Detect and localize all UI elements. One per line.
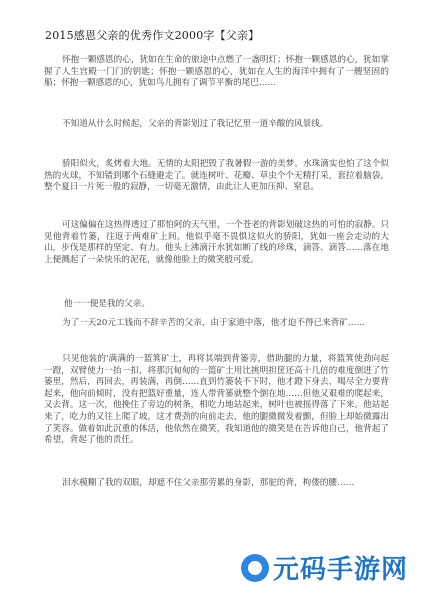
paragraph-text: 可这偏偏在这热得透过了那怕阿的天气里，一个苍老的背影划破这热的可怕的寂静。只见他背着竹篓，往返于两难矿上间。他似乎毫不畏惧这似火的骄阳，犹如一座会走动的大山，步伐是那样的坚定、有力。他头上沸滴汗水犹如断了线的珍珠，滴答、滴答……落在地上便溅起了一朵快乐的泥花，就像他脸上的微笑般可爱。	[44, 220, 389, 265]
paragraph-text: 不知道从什么时候起，父亲的背影划过了我记忆里一道辛酸的风景线。	[62, 119, 329, 129]
paragraph-text: 只见他装的'满满的一篮箕矿土，再将其端到背篓旁，借助腿的力量，将篮箕使劲向起一蹬，双臂使力一抬一扣，将那沉甸甸的一篮矿土用比挑明担筐还高十几倍的难度倒进了竹篓里，然后，再回去，再装满，再倒……直到竹篓装不下时，他才蹬下身去，喝尽全力要背起来，他向前倾时，没有把篮好重量，连人带背篓就整个倒在地……但他又艰难的爬起来，又去背。这一次，他挽住了旁边的树条，相吃力地站起来，树叶也被摇得落了下来。他站起来了，吃力的又往上爬了坡，这才费劲的向前走去，他的腿微微发着颤，但脸上却始微露出了笑容。做着如此沉重的体活，他依然在微笑，我知道他的微笑是在告诉他自己，他背起了希望，背起了他的责任。	[44, 354, 389, 446]
paragraph-intro	[44, 55, 389, 90]
paragraph-text: 怀抱一颗感恩的心，犹如在生命的旅途中点燃了一盏明灯；怀抱一颗感恩的心，犹如掌握了人生宫殿一门门的钥匙；怀抱一颗感恩的心，犹如在人生的海洋中拥有了一艘坚固的船；怀抱一颗感恩的心，犹如鸟儿拥有了调节平衡的尾巴……	[44, 55, 389, 89]
paragraph-text: 他一一便是我的父亲。	[64, 299, 150, 309]
paragraph-text: 泪水模糊了我的双眼，却遮不住父亲那劳累的身影，那驼的背，枸偻的腰……	[62, 478, 355, 488]
paragraph-my-father	[64, 299, 384, 311]
watermark-text: 元码手游网	[272, 555, 408, 585]
paragraph-carrying-ore	[44, 354, 389, 447]
site-watermark	[241, 549, 408, 586]
paragraph-text: 骄阳似火，炙烤着大地。无情的太阳把毁了我暑假一游的美梦。水珠滴实也怕了这个似热的火球，不知错到哪个石缝避走了。就连树叶、花瓣、草虫个个无精打采，套拉着脑袋，整个夏日一片死一般的寂静，一切毫无激情，由此让人更加压抑、窒息。	[44, 159, 389, 193]
paragraph-summer-heat	[44, 159, 389, 194]
logo-icon	[241, 554, 269, 582]
paragraph-old-figure	[44, 220, 389, 266]
document-title: 2015感恩父亲的优秀作文2000字【父亲】	[45, 29, 260, 42]
paragraph-tears	[44, 478, 389, 490]
paragraph-text: 为了一天20元工钱而不辞辛苦的父亲，由于家道中落，他才迫不得已来背矿……	[62, 318, 366, 328]
paragraph-wages	[44, 318, 389, 330]
paragraph-backshadow	[44, 119, 389, 131]
